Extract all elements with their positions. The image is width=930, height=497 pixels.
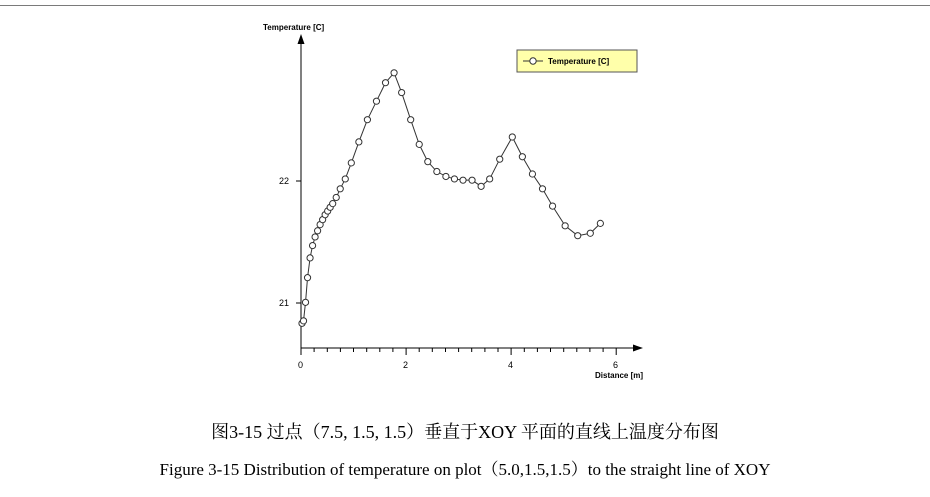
y-tick-label-22: 22	[279, 176, 290, 186]
data-series-temperature	[299, 70, 604, 327]
data-point	[364, 117, 370, 123]
data-point	[487, 176, 493, 182]
data-point	[519, 154, 525, 160]
data-point	[434, 168, 440, 174]
temperature-distribution-chart	[255, 18, 675, 398]
figure-caption-chinese: 图3-15 过点（7.5, 1.5, 1.5）垂直于XOY 平面的直线上温度分布图	[211, 422, 719, 442]
data-point	[300, 318, 306, 324]
data-point	[416, 141, 422, 147]
y-axis-title: Temperature [C]	[263, 23, 325, 32]
data-point	[539, 186, 545, 192]
data-point	[443, 173, 449, 179]
page-top-rule	[0, 5, 930, 6]
data-point	[509, 134, 515, 140]
data-point	[549, 203, 555, 209]
data-point	[348, 160, 354, 166]
series-markers	[299, 70, 604, 327]
data-point	[307, 255, 313, 261]
data-point	[312, 234, 318, 240]
data-point	[451, 176, 457, 182]
legend-label-temperature: Temperature [C]	[548, 57, 610, 66]
data-point	[337, 186, 343, 192]
series-line	[302, 73, 600, 324]
data-point	[333, 194, 339, 200]
x-axis-ticks	[298, 348, 618, 370]
data-point	[575, 233, 581, 239]
data-point	[597, 220, 603, 226]
chart-svg	[255, 18, 675, 398]
data-point	[302, 299, 308, 305]
data-point	[587, 230, 593, 236]
data-point	[373, 98, 379, 104]
data-point	[408, 117, 414, 123]
data-point	[356, 139, 362, 145]
y-axis-ticks	[279, 176, 301, 308]
data-point	[399, 89, 405, 95]
data-point	[304, 275, 310, 281]
data-point	[309, 242, 315, 248]
data-point	[562, 223, 568, 229]
x-tick-label-0: 0	[298, 360, 304, 370]
legend[interactable]	[517, 50, 637, 72]
y-tick-label-21: 21	[279, 298, 290, 308]
data-point	[315, 228, 321, 234]
x-tick-label-2: 2	[403, 360, 409, 370]
x-tick-label-6: 6	[613, 360, 619, 370]
data-point	[330, 201, 336, 207]
x-tick-label-4: 4	[508, 360, 514, 370]
data-point	[460, 177, 466, 183]
data-point	[478, 183, 484, 189]
x-axis-title: Distance [m]	[595, 371, 644, 380]
data-point	[382, 80, 388, 86]
data-point	[497, 156, 503, 162]
data-point	[391, 70, 397, 76]
data-point	[529, 171, 535, 177]
data-point	[469, 177, 475, 183]
data-point	[342, 176, 348, 182]
data-point	[425, 159, 431, 165]
figure-caption-english: Figure 3-15 Distribution of temperature on plot（5.0,1.5,1.5）to the straight line of XOY	[159, 460, 771, 479]
